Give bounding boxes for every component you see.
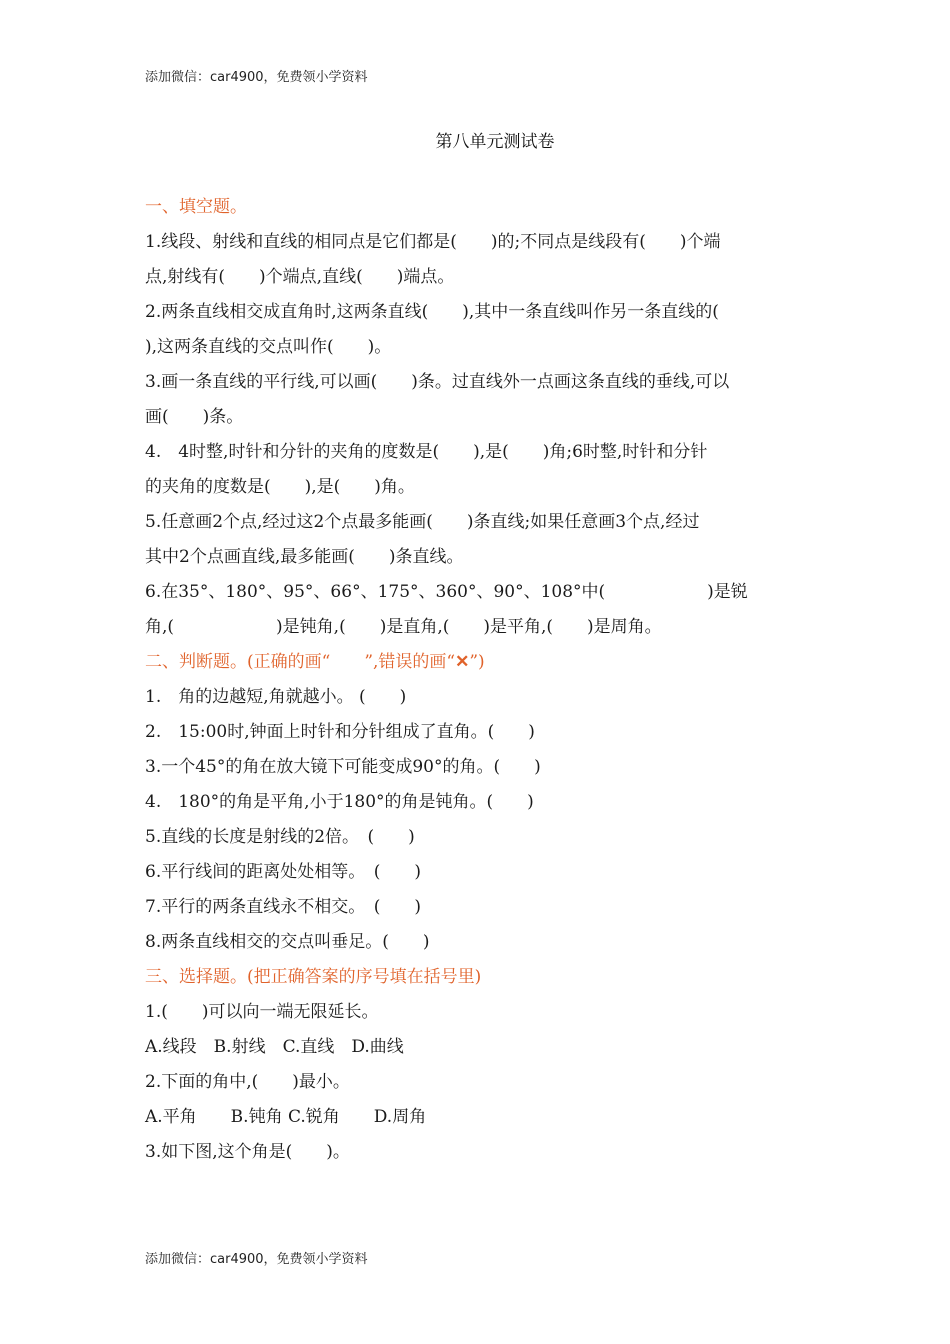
judge-question-line: 1. 角的边越短,角就越小。 ( ) bbox=[145, 687, 407, 707]
wrong-mark-icon: ✕ bbox=[455, 652, 470, 672]
fill-question-line: 的夹角的度数是( ),是( )角。 bbox=[145, 477, 415, 497]
judge-question-line: 3.一个45°的角在放大镜下可能变成90°的角。( ) bbox=[145, 757, 541, 777]
fill-question-line: 5.任意画2个点,经过这2个点最多能画( )条直线;如果任意画3个点,经过 bbox=[145, 512, 700, 532]
judge-question-line: 2. 15:00时,钟面上时针和分针组成了直角。( ) bbox=[145, 722, 535, 742]
fill-question-line: 4. 4时整,时针和分针的夹角的度数是( ),是( )角;6时整,时针和分针 bbox=[145, 442, 708, 462]
section-heading-choice: 三、选择题。(把正确答案的序号填在括号里) bbox=[145, 967, 482, 987]
choice-options-line: A.平角 B.钝角 C.锐角 D.周角 bbox=[145, 1107, 427, 1127]
choice-question-line: 1.( )可以向一端无限延长。 bbox=[145, 1002, 379, 1022]
page-title: 第八单元测试卷 bbox=[435, 132, 555, 152]
choice-question-line: 2.下面的角中,( )最小。 bbox=[145, 1072, 350, 1092]
fill-question-line: 6.在35°、180°、95°、66°、175°、360°、90°、108°中( )是锐 bbox=[145, 582, 748, 602]
fill-question-line: 点,射线有( )个端点,直线( )端点。 bbox=[145, 267, 455, 287]
section-heading-true-false bbox=[145, 645, 810, 680]
fill-question-line: 画( )条。 bbox=[145, 407, 244, 427]
footer-watermark-note: 添加微信：car4900，免费领小学资料 bbox=[145, 1252, 368, 1267]
fill-question-line: ),这两条直线的交点叫作( )。 bbox=[145, 337, 392, 357]
section-heading-fill-in: 一、填空题。 bbox=[145, 197, 247, 217]
fill-question-line: 角,( )是钝角,( )是直角,( )是平角,( )是周角。 bbox=[145, 617, 662, 637]
fill-question-line: 3.画一条直线的平行线,可以画( )条。过直线外一点画这条直线的垂线,可以 bbox=[145, 372, 730, 392]
choice-options-line: A.线段 B.射线 C.直线 D.曲线 bbox=[145, 1037, 404, 1057]
choice-question-line: 3.如下图,这个角是( )。 bbox=[145, 1142, 350, 1162]
fill-question-line: 其中2个点画直线,最多能画( )条直线。 bbox=[145, 547, 464, 567]
header-watermark-note: 添加微信：car4900，免费领小学资料 bbox=[145, 70, 368, 85]
judge-question-line: 4. 180°的角是平角,小于180°的角是钝角。( ) bbox=[145, 792, 534, 812]
judge-question-line: 8.两条直线相交的交点叫垂足。( ) bbox=[145, 932, 430, 952]
worksheet-body bbox=[145, 190, 810, 1170]
judge-question-line: 6.平行线间的距离处处相等。 ( ) bbox=[145, 862, 421, 882]
fill-question-line: 1.线段、射线和直线的相同点是它们都是( )的;不同点是线段有( )个端 bbox=[145, 232, 721, 252]
judge-question-line: 7.平行的两条直线永不相交。 ( ) bbox=[145, 897, 421, 917]
judge-question-line: 5.直线的长度是射线的2倍。 ( ) bbox=[145, 827, 415, 847]
true-false-heading-prefix: 二、判断题。(正确的画“ ”,错误的画“ bbox=[145, 652, 456, 672]
true-false-heading-suffix: ”) bbox=[469, 652, 485, 672]
fill-question-line: 2.两条直线相交成直角时,这两条直线( ),其中一条直线叫作另一条直线的( bbox=[145, 302, 719, 322]
